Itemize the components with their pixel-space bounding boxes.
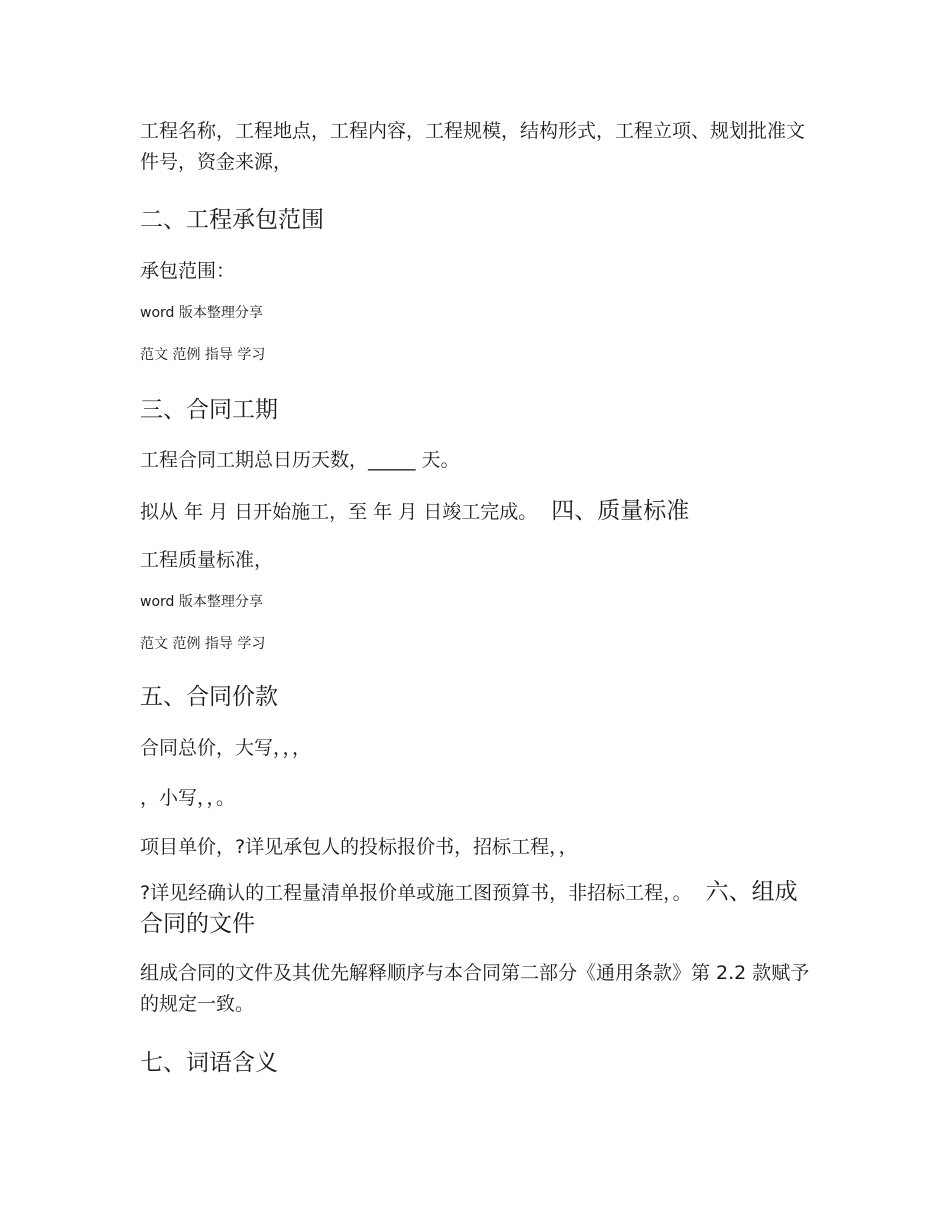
scope-label: 承包范围：	[140, 260, 236, 282]
documents-paragraph: 组成合同的文件及其优先解释顺序与本合同第二部分《通用条款》第 2.2 款赋予的规定一致。	[140, 962, 810, 1015]
quality-standard: 工程质量标准，	[140, 549, 274, 571]
start-end-text: 拟从 年 月 日开始施工，至 年 月 日竣工完成。	[140, 501, 538, 523]
section-heading-price: 五、合同价款	[140, 684, 278, 710]
footer-word-share: word 版本整理分享	[140, 594, 263, 610]
price-total: 合同总价，大写，，，	[140, 737, 312, 759]
section-heading-duration: 三、合同工期	[140, 397, 278, 423]
section-heading-quality: 四、质量标准	[551, 498, 690, 524]
bill-of-quantities	[140, 877, 820, 941]
start-end-dates	[140, 492, 689, 525]
section-heading-scope: 二、工程承包范围	[140, 207, 324, 233]
unit-price: 项目单价，?详见承包人的投标报价书，招标工程，，	[140, 836, 578, 858]
intro-paragraph: 工程名称，工程地点，工程内容，工程规模，结构形式，工程立项、规划批准文件号，资金来源，	[140, 120, 806, 173]
section-heading-definitions: 七、词语含义	[140, 1050, 278, 1076]
price-small: ，小写，，。	[140, 787, 236, 809]
footer-sample-study: 范文 范例 指导 学习	[140, 636, 266, 652]
bill-text: ?详见经确认的工程量清单报价单或施工图预算书，非招标工程，。	[140, 882, 692, 904]
footer-word-share: word 版本整理分享	[140, 305, 263, 321]
section-heading-documents: 六、组成合同的文件	[140, 879, 798, 937]
footer-sample-study: 范文 范例 指导 学习	[140, 347, 266, 363]
duration-days: 工程合同工期总日历天数，_____ 天。	[140, 449, 460, 471]
